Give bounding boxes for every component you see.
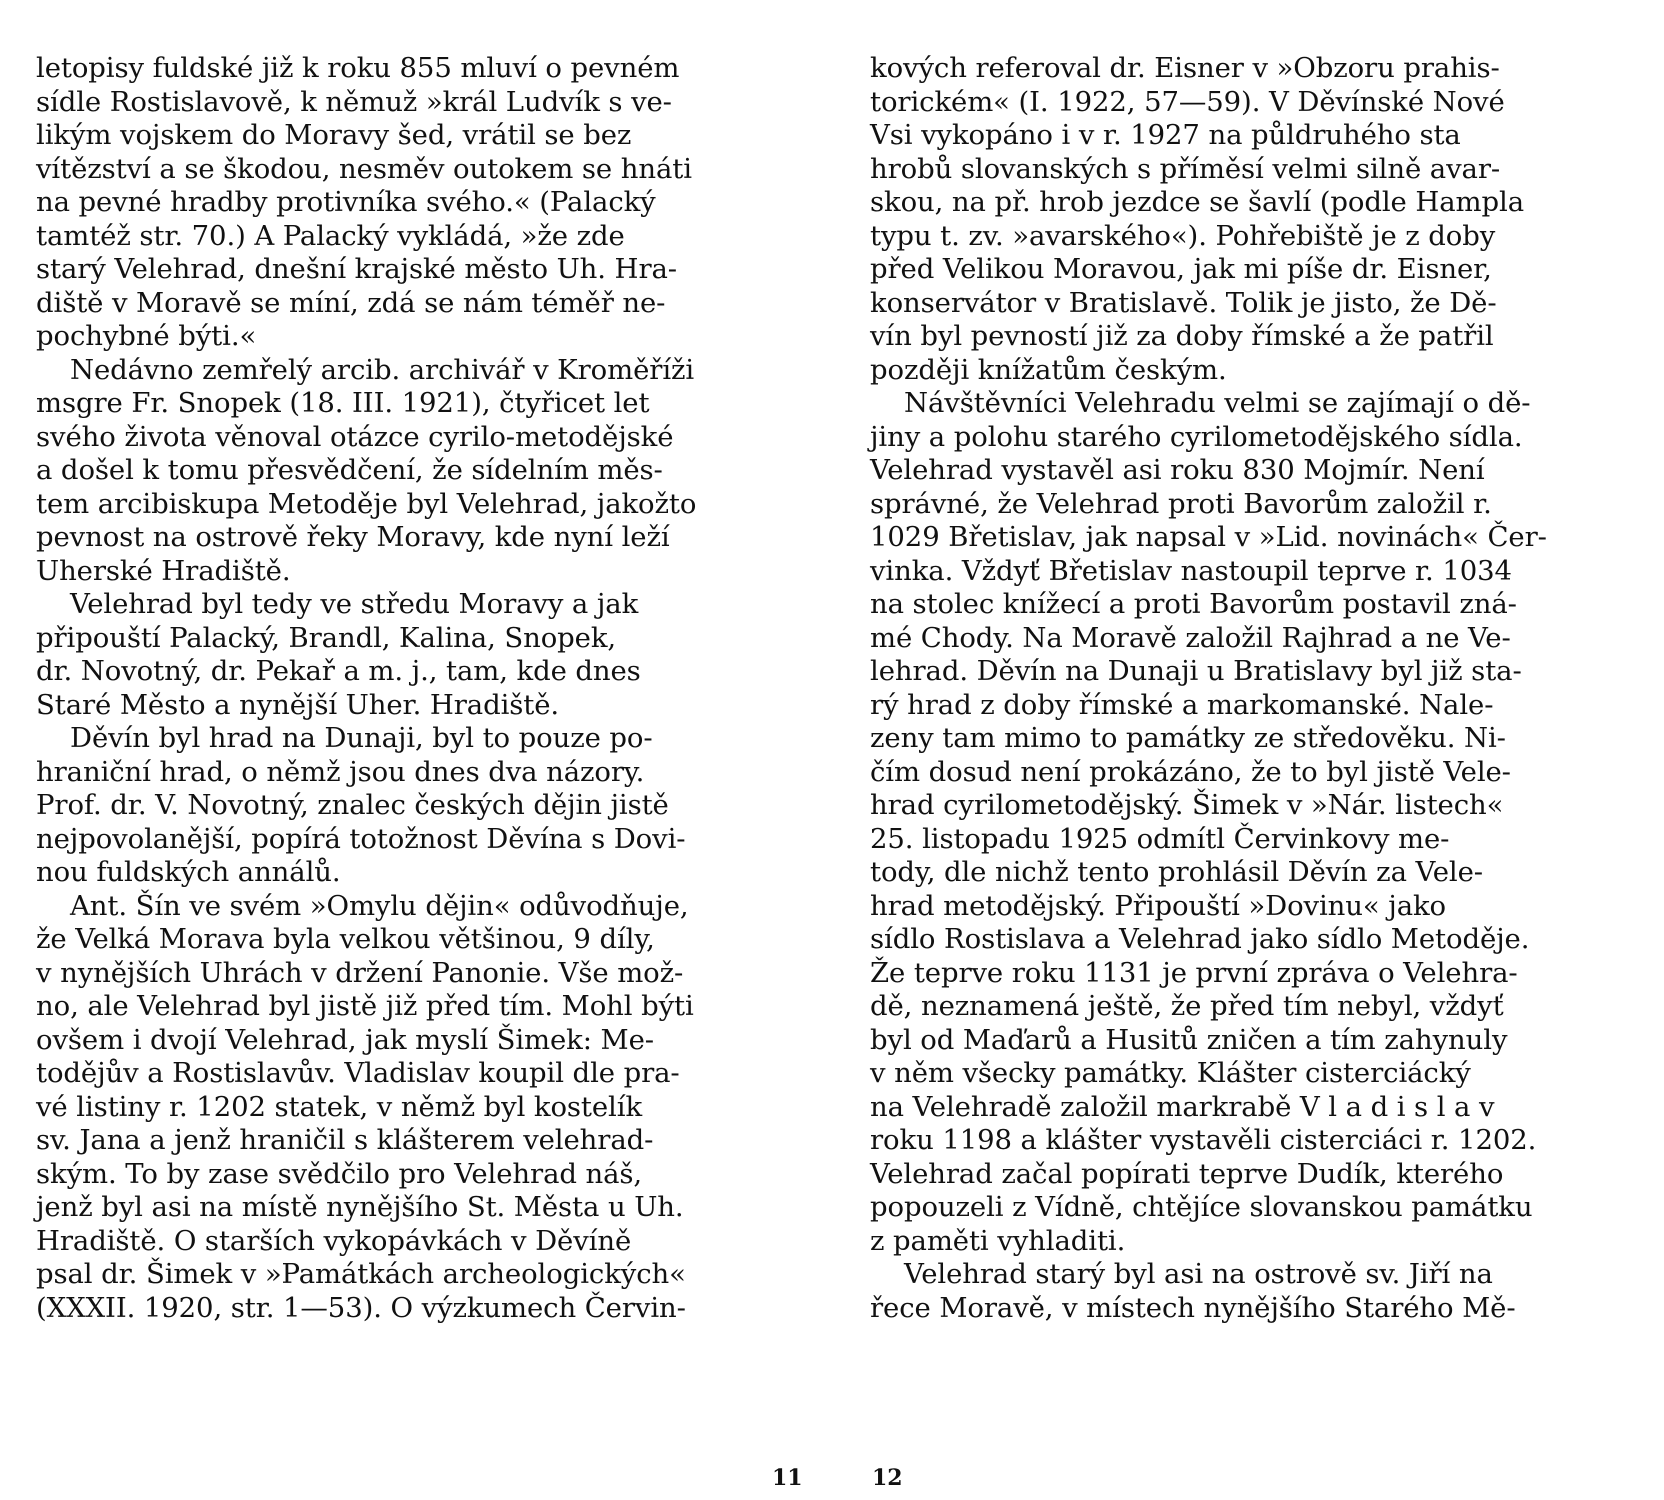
- paragraph: kových referoval dr. Eisner v »Obzoru prahis- torickém« (I. 1922, 57—59). V Děvínské Nové Vsi vykopáno i v r. 1927 na půldruhého sta hrobů slovanských s příměsí velmi silně avar- skou, na př. hrob jezdce se šavlí (podle Hampla typu t. zv. »avarského«). Pohřebiště je z doby před Velikou Moravou, jak mi píše dr. Eisner, konservátor v Bratislavě. Tolik je jisto, že Dě- vín byl pevností již za doby římské a že patřil později knížatům českým.: [870, 52, 1525, 386]
- page-number-left: 11: [772, 1465, 803, 1491]
- right-page: [870, 52, 1630, 1325]
- left-page: [36, 52, 796, 1325]
- paragraph: Nedávno zemřelý arcib. archivář v Kroměříži msgre Fr. Snopek (18. III. 1921), čtyřicet let svého života věnoval otázce cyrilo-metodějské a došel k tomu přesvědčení, že sídelním měs- tem arcibiskupa Metoděje byl Velehrad, jakožto pevnost na ostrově řeky Moravy, kde nyní leží Uherské Hradiště.: [36, 353, 697, 587]
- paragraph: Návštěvníci Velehradu velmi se zajímají o dě- jiny a polohu starého cyrilometodějského sídla. Velehrad vystavěl asi roku 830 Mojmír. Není správné, že Velehrad proti Bavorům založil r. 1029 Břetislav, jak napsal v »Lid. novinách« Čer- vinka. Vždyť Břetislav nastoupil teprve r. 1034 na stolec knížecí a proti Bavorům postavil zná- mé Chody. Na Moravě založil Rajhrad a ne Ve- lehrad. Děvín na Dunaji u Bratislavy byl již sta- rý hrad z doby římské a markomanské. Nale- zeny tam mimo to památky ze středověku. Ni- čím dosud není prokázáno, že to byl jistě Vele- hrad cyrilometodějský. Šimek v »Nár. listech« 25. listopadu 1925 odmítl Červinkovy me- tody, dle nichž tento prohlásil Děvín za Vele- hrad metodějský. Připouští »Dovinu« jako sídlo Rostislava a Velehrad jako sídlo Metoděje. Že teprve roku 1131 je první zpráva o Velehra- dě, neznamená ještě, že před tím nebyl, vždyť byl od Maďarů a Husitů zničen a tím zahynuly v něm všecky památky. Klášter cisterciácký na Velehradě založil markrabě V l a d i s l a v roku 1198 a klášter vystavěli cisterciáci r. 1202. Velehrad začal popírati teprve Dudík, kterého popouzeli z Vídně, chtějíce slovanskou památku z paměti vyhladiti.: [870, 387, 1547, 1257]
- paragraph: letopisy fuldské již k roku 855 mluví o pevném sídle Rostislavově, k němuž »král Ludvík s ve- likým vojskem do Moravy šed, vrátil se bez vítězství a se škodou, nesměv outokem se hnáti na pevné hradby protivníka svého.« (Palacký tamtéž str. 70.) A Palacký vykládá, »že zde starý Velehrad, dnešní krajské město Uh. Hra- diště v Moravě se míní, zdá se nám téměř ne- pochybné býti.«: [36, 52, 692, 352]
- paragraph: Velehrad starý byl asi na ostrově sv. Jiří na řece Moravě, v místech nynějšího Starého Mě-: [870, 1258, 1516, 1324]
- paragraph: Ant. Šín ve svém »Omylu dějin« odůvodňuje, že Velká Morava byla velkou většinou, 9 díly, v nynějších Uhrách v držení Panonie. Vše mož- no, ale Velehrad byl jistě již před tím. Mohl býti ovšem i dvojí Velehrad, jak myslí Šimek: Me- todějův a Rostislavův. Vladislav koupil dle pra- vé listiny r. 1202 statek, v němž byl kostelík sv. Jana a jenž hraničil s klášterem velehrad- ským. To by zase svědčilo pro Velehrad náš, jenž byl asi na místě nynějšího St. Města u Uh. Hradiště. O starších vykopávkách v Děvíně psal dr. Šimek v »Památkách archeologických« (XXXII. 1920, str. 1—53). O výzkumech Červin-: [36, 889, 694, 1324]
- page-number-right: 12: [872, 1465, 903, 1491]
- paragraph: Děvín byl hrad na Dunaji, byl to pouze po- hraniční hrad, o němž jsou dnes dva názory. Prof. dr. V. Novotný, znalec českých dějin jistě nejpovolanější, popírá totožnost Děvína s Dovi- nou fuldských annálů.: [36, 722, 686, 888]
- paragraph: Velehrad byl tedy ve středu Moravy a jak připouští Palacký, Brandl, Kalina, Snopek, dr. Novotný, dr. Pekař a m. j., tam, kde dnes Staré Město a nynější Uher. Hradiště.: [36, 588, 641, 721]
